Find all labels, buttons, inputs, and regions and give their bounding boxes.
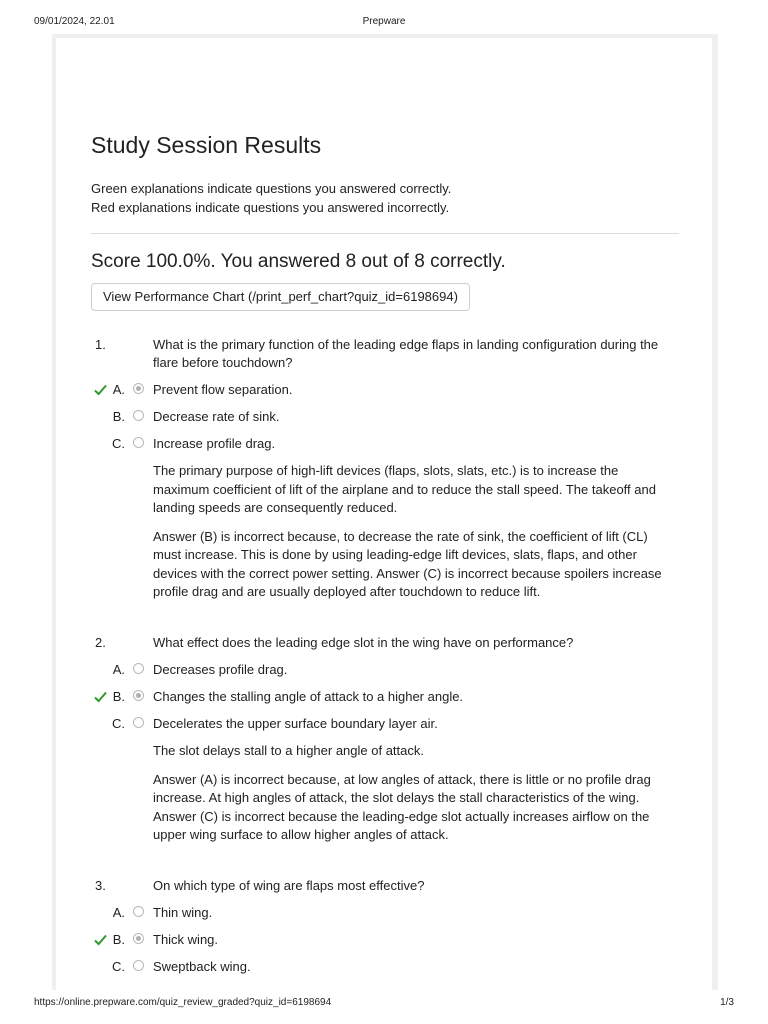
page-counter: 1/3 bbox=[720, 997, 734, 1008]
option-a[interactable] bbox=[91, 904, 679, 931]
option-letter: C. bbox=[112, 716, 125, 731]
legend bbox=[91, 179, 451, 217]
question-number: 3. bbox=[95, 878, 106, 893]
option-c[interactable] bbox=[91, 715, 679, 742]
view-performance-chart-button[interactable]: View Performance Chart (/print_perf_chart?quiz_id=6198694) bbox=[91, 283, 470, 311]
results-card bbox=[56, 38, 712, 990]
question-header bbox=[91, 877, 679, 897]
question-3 bbox=[91, 877, 679, 985]
radio-button[interactable] bbox=[133, 663, 144, 674]
question-header bbox=[91, 634, 679, 654]
option-text: Decreases profile drag. bbox=[153, 662, 288, 677]
divider bbox=[91, 233, 679, 234]
explanation-paragraph: Answer (B) is incorrect because, to decrease the rate of sink, the coefficient of lift (CL) must increase. This is done by using leading-edge lift devices, slats, flaps, and other devices with the correct power setting. Answer (C) is incorrect because spoilers increase profile drag and are usually deployed after touchdown to reduce lift. bbox=[153, 528, 662, 599]
option-text: Decelerates the upper surface boundary layer air. bbox=[153, 716, 438, 731]
radio-button[interactable] bbox=[133, 960, 144, 971]
option-text: Thin wing. bbox=[153, 905, 213, 920]
option-letter: C. bbox=[112, 436, 125, 451]
option-a[interactable] bbox=[91, 661, 679, 688]
radio-button[interactable] bbox=[133, 410, 144, 421]
question-number: 2. bbox=[95, 635, 106, 650]
radio-button[interactable] bbox=[133, 437, 144, 448]
print-url: https://online.prepware.com/quiz_review_graded?quiz_id=6198694 bbox=[34, 997, 332, 1008]
option-text: Thick wing. bbox=[153, 932, 219, 947]
option-b[interactable] bbox=[91, 408, 679, 435]
option-letter: A. bbox=[112, 382, 125, 397]
explanation-paragraph: The slot delays stall to a higher angle of attack. bbox=[153, 743, 424, 758]
question-header bbox=[91, 336, 679, 374]
print-header bbox=[34, 16, 734, 30]
explanation-paragraph: The primary purpose of high-lift devices (flaps, slots, slats, etc.) is to increase the maximum coefficient of lift of the airplane and to reduce the stall speed. The takeoff and landing speeds are consequently reduced. bbox=[153, 463, 656, 515]
option-c[interactable] bbox=[91, 435, 679, 462]
radio-button-selected[interactable] bbox=[133, 933, 144, 944]
option-letter: B. bbox=[112, 409, 125, 424]
print-date: 09/01/2024, 22.01 bbox=[34, 16, 115, 27]
explanation-paragraph: Answer (A) is incorrect because, at low angles of attack, there is little or no profile drag increase. At high angles of attack, the slot delays the stall characteristics of the wing. Answer (C) is incorrect because the leading-edge slot actually increases airflow on the upper wing surface to allow higher angles of attack. bbox=[153, 771, 651, 842]
option-letter: B. bbox=[112, 689, 125, 704]
option-letter: A. bbox=[112, 662, 125, 677]
option-text: Sweptback wing. bbox=[153, 959, 251, 974]
print-site-name: Prepware bbox=[362, 16, 406, 27]
legend-incorrect: Red explanations indicate questions you answered incorrectly. bbox=[91, 200, 450, 215]
option-b[interactable] bbox=[91, 931, 679, 958]
option-c[interactable] bbox=[91, 958, 679, 985]
option-letter: C. bbox=[112, 959, 125, 974]
option-letter: A. bbox=[112, 905, 125, 920]
question-text: What is the primary function of the leading edge flaps in landing configuration during the flare before touchdown? bbox=[153, 337, 659, 370]
radio-button[interactable] bbox=[133, 717, 144, 728]
question-2 bbox=[91, 634, 679, 855]
radio-button[interactable] bbox=[133, 906, 144, 917]
question-text: What effect does the leading edge slot in the wing have on performance? bbox=[153, 635, 574, 650]
explanation bbox=[153, 742, 673, 845]
question-number: 1. bbox=[95, 337, 106, 352]
option-text: Prevent flow separation. bbox=[153, 382, 293, 397]
option-letter: B. bbox=[112, 932, 125, 947]
page-title: Study Session Results bbox=[91, 132, 322, 158]
question-text: On which type of wing are flaps most effective? bbox=[153, 878, 425, 893]
option-text: Changes the stalling angle of attack to a higher angle. bbox=[153, 689, 464, 704]
explanation bbox=[153, 462, 673, 602]
legend-correct: Green explanations indicate questions you answered correctly. bbox=[91, 181, 452, 196]
question-1 bbox=[91, 336, 679, 612]
radio-button-selected[interactable] bbox=[133, 383, 144, 394]
score-summary: Score 100.0%. You answered 8 out of 8 correctly. bbox=[91, 251, 506, 272]
print-footer bbox=[34, 997, 734, 1011]
option-a[interactable] bbox=[91, 381, 679, 408]
option-text: Decrease rate of sink. bbox=[153, 409, 280, 424]
option-b[interactable] bbox=[91, 688, 679, 715]
radio-button-selected[interactable] bbox=[133, 690, 144, 701]
option-text: Increase profile drag. bbox=[153, 436, 276, 451]
